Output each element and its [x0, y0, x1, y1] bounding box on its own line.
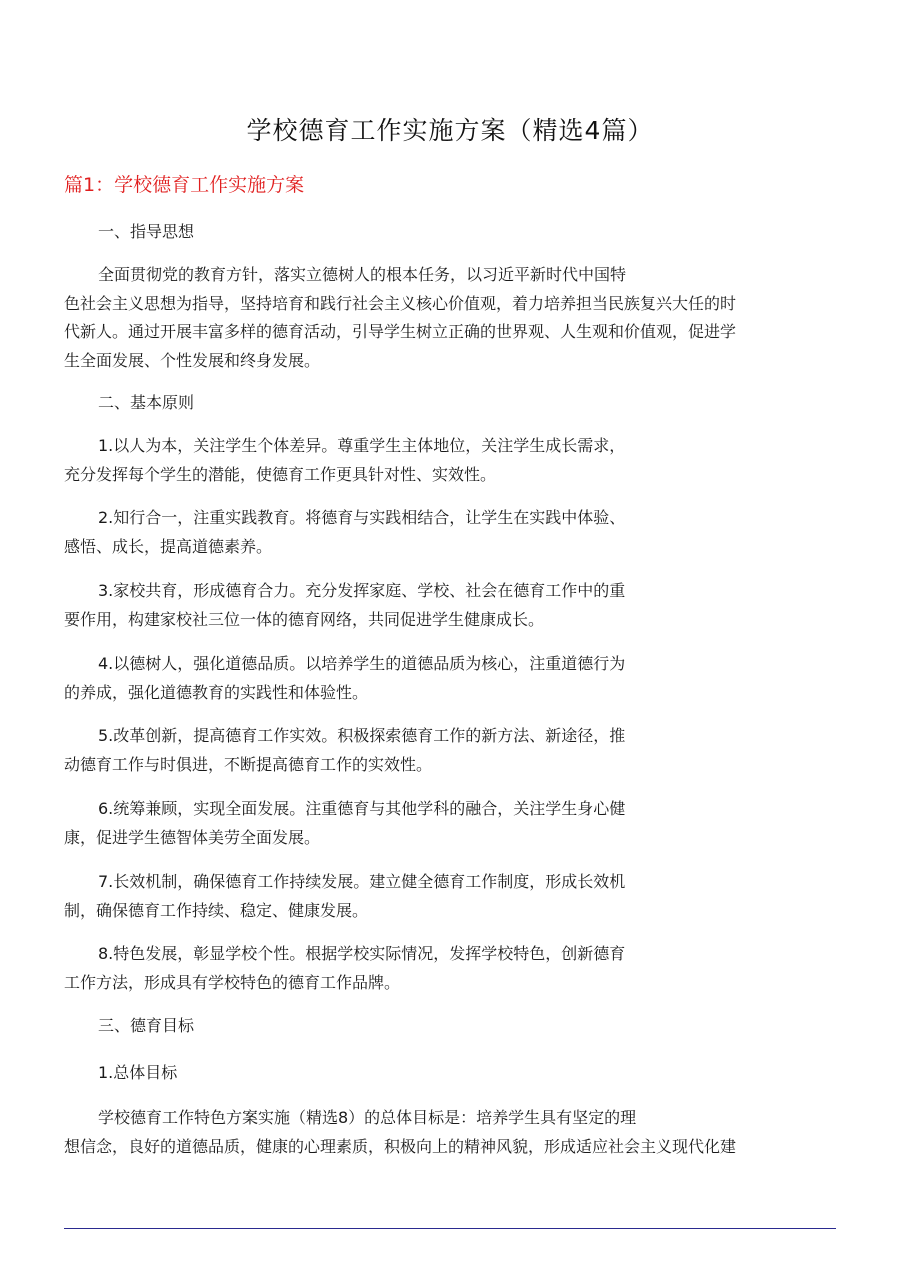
principle-6	[64, 795, 844, 852]
text-line: 4.以德树人，强化道德品质。以培养学生的道德品质为核心，注重道德行为	[98, 654, 626, 673]
principle-8	[64, 940, 844, 997]
principle-4	[64, 650, 844, 707]
text-line: 代新人。通过开展丰富多样的德育活动，引导学生树立正确的世界观、人生观和价值观，促进学	[64, 322, 737, 341]
text-line: 全面贯彻党的教育方针，落实立德树人的根本任务，以习近平新时代中国特	[98, 265, 627, 284]
text-line: 7.长效机制，确保德育工作持续发展。建立健全德育工作制度，形成长效机	[98, 872, 626, 891]
principle-7	[64, 868, 844, 925]
heading-moral-goals	[64, 1012, 844, 1041]
text-line: 生全面发展、个性发展和终身发展。	[64, 350, 321, 370]
text-line: 1.以人为本，关注学生个体差异。尊重学生主体地位，关注学生成长需求，	[98, 436, 626, 455]
text-line: 一、指导思想	[98, 222, 195, 241]
text-line: 康，促进学生德智体美劳全面发展。	[64, 827, 321, 847]
text-line: 二、基本原则	[98, 393, 195, 412]
text-line: 三、德育目标	[98, 1016, 195, 1035]
document-title: 学校德育工作实施方案（精选4篇）	[246, 116, 654, 145]
text-line: 充分发挥每个学生的潜能，使德育工作更具针对性、实效性。	[64, 464, 497, 484]
principle-2	[64, 504, 844, 561]
text-line: 5.改革创新，提高德育工作实效。积极探索德育工作的新方法、新途径，推	[98, 726, 626, 745]
text-line: 动德育工作与时俱进，不断提高德育工作的实效性。	[64, 754, 433, 774]
text-line: 制，确保德育工作持续、稳定、健康发展。	[64, 900, 369, 920]
paragraph-overall-goal	[64, 1104, 844, 1161]
text-line: 要作用，构建家校社三位一体的德育网络，共同促进学生健康成长。	[64, 609, 545, 629]
text-line: 1.总体目标	[98, 1063, 178, 1082]
text-line: 6.统筹兼顾，实现全面发展。注重德育与其他学科的融合，关注学生身心健	[98, 799, 626, 818]
text-line: 的养成，强化道德教育的实践性和体验性。	[64, 682, 369, 702]
heading-guiding-ideology	[64, 218, 844, 247]
heading-overall-goal	[64, 1059, 844, 1088]
section-heading: 篇1：学校德育工作实施方案	[64, 174, 305, 196]
text-line: 感悟、成长，提高道德素养。	[64, 536, 273, 556]
principle-3	[64, 577, 844, 634]
principle-5	[64, 722, 844, 779]
footer-rule	[64, 1228, 836, 1229]
text-line: 2.知行合一，注重实践教育。将德育与实践相结合，让学生在实践中体验、	[98, 508, 626, 527]
principle-1	[64, 432, 844, 489]
text-line: 学校德育工作特色方案实施（精选8）的总体目标是：培养学生具有坚定的理	[98, 1108, 637, 1127]
text-line: 3.家校共育，形成德育合力。充分发挥家庭、学校、社会在德育工作中的重	[98, 581, 626, 600]
paragraph-guiding-ideology	[64, 261, 844, 375]
text-line: 想信念，良好的道德品质，健康的心理素质，积极向上的精神风貌，形成适应社会主义现代化建	[64, 1136, 737, 1156]
text-line: 工作方法，形成具有学校特色的德育工作品牌。	[64, 972, 401, 992]
heading-basic-principles	[64, 389, 844, 418]
text-line: 8.特色发展，彰显学校个性。根据学校实际情况，发挥学校特色，创新德育	[98, 944, 626, 963]
text-line: 色社会主义思想为指导，坚持培育和践行社会主义核心价值观，着力培养担当民族复兴大任的时	[64, 293, 737, 313]
